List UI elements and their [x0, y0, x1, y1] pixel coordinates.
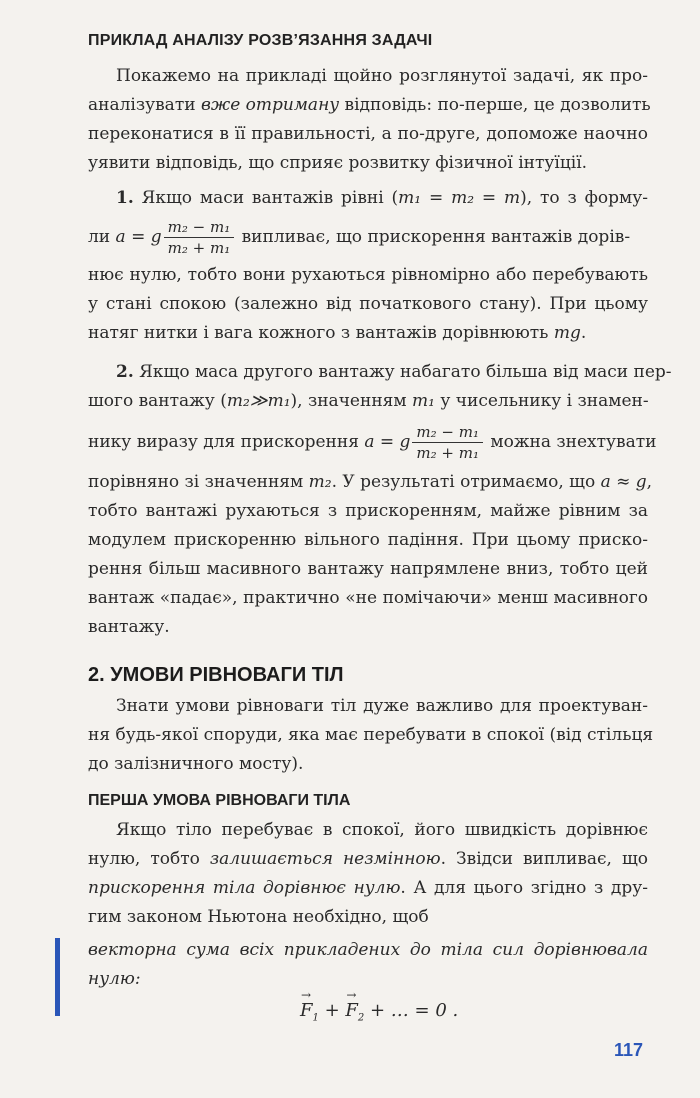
text-line: у стані спокою (залежно від початкового стану). При цьому	[88, 294, 648, 314]
text-line: до залізничного мосту).	[88, 754, 304, 774]
text-line: вантажу.	[88, 617, 170, 637]
text-line: нулю, тобто залишається незмінною. Звідси випливає, що	[88, 849, 648, 869]
text-line: Покажемо на прикладі щойно розглянутої задачі, як про-	[116, 66, 648, 86]
text-line: прискорення тіла дорівнює нулю. А для цього згідно з дру-	[88, 878, 648, 898]
point-2-paragraph	[88, 358, 672, 642]
acceleration-fraction: $\frac{\text{m₂ − m₁}}{\text{m₂ + m₁}}$	[412, 422, 483, 463]
text-line: уявити відповідь, що сприяє розвитку фізичної інтуїції.	[88, 153, 588, 173]
first-condition-paragraph	[88, 816, 648, 932]
text-line: переконатися в її правильності, а по-друге, допоможе наочно	[88, 124, 648, 144]
first-condition-heading: ПЕРША УМОВА РІВНОВАГИ ТІЛА	[88, 792, 351, 809]
text-line: аналізувати вже отриману відповідь: по-перше, це дозволить	[88, 95, 651, 115]
point-1-paragraph	[88, 184, 648, 348]
section-heading-equilibrium: 2. УМОВИ РІВНОВАГИ ТІЛ	[88, 664, 344, 686]
intro-paragraph	[88, 62, 651, 178]
text-line: нулю:	[88, 969, 141, 989]
text-line: тобто вантажі рухаються з прискоренням, майже рівним за	[88, 501, 648, 521]
rule-statement	[88, 936, 648, 994]
text-line: шого вантажу (m₂≫m₁), значенням m₁ у чисельнику і знамен-	[88, 391, 649, 411]
text-line: 2. Якщо маса другого вантажу набагато більша від маси пер-	[116, 362, 672, 382]
rule-accent-bar	[55, 938, 60, 1016]
acceleration-fraction: $\frac{\text{m₂ − m₁}}{\text{m₂ + m₁}}$	[164, 217, 235, 258]
text-line: рення більш масивного вантажу напрямлене вниз, тобто цей	[88, 559, 648, 579]
text-line: вантаж «падає», практично «не помічаючи» менш масивного	[88, 588, 648, 608]
equilibrium-intro-paragraph	[88, 692, 654, 779]
formula-line: ли a = g $\frac{\text{m₂ − m₁}}{\text{m₂ + m₁}}$ випливає, що прискорення вантажів дорів-	[88, 218, 631, 257]
text-line: Якщо тіло перебуває в спокої, його швидкість дорівнює	[116, 820, 648, 840]
text-line: гим законом Ньютона необхідно, щоб	[88, 907, 429, 927]
text-line: 1. Якщо маси вантажів рівні (m₁ = m₂ = m), то з форму-	[116, 188, 649, 208]
force-vector-2: → F	[345, 1000, 358, 1021]
text-line: нює нулю, тобто вони рухаються рівномірно або перебувають	[88, 265, 648, 285]
equilibrium-formula: → $F_1$ + → $F_2$ + … = 0 .	[300, 1000, 458, 1024]
example-analysis-heading: ПРИКЛАД АНАЛІЗУ РОЗВ’ЯЗАННЯ ЗАДАЧІ	[88, 32, 433, 49]
text-line: натяг нитки і вага кожного з вантажів дорівнюють mg.	[88, 323, 587, 343]
page-number: 117	[614, 1040, 644, 1060]
force-vector-1: → F	[300, 1000, 313, 1021]
formula-line: нику виразу для прискорення a = g $\frac{\text{m₂ − m₁}}{\text{m₂ + m₁}}$ можна знехтувати	[88, 423, 657, 462]
text-line: Знати умови рівноваги тіл дуже важливо для проектуван-	[116, 696, 648, 716]
text-line: модулем прискоренню вільного падіння. При цьому приско-	[88, 530, 648, 550]
text-line: порівняно зі значенням m₂. У результаті отримаємо, що a ≈ g,	[88, 472, 653, 492]
text-line: векторна сума всіх прикладених до тіла сил дорівнювала	[88, 940, 648, 960]
text-line: ня будь-якої споруди, яка має перебувати в спокої (від стільця	[88, 725, 654, 745]
